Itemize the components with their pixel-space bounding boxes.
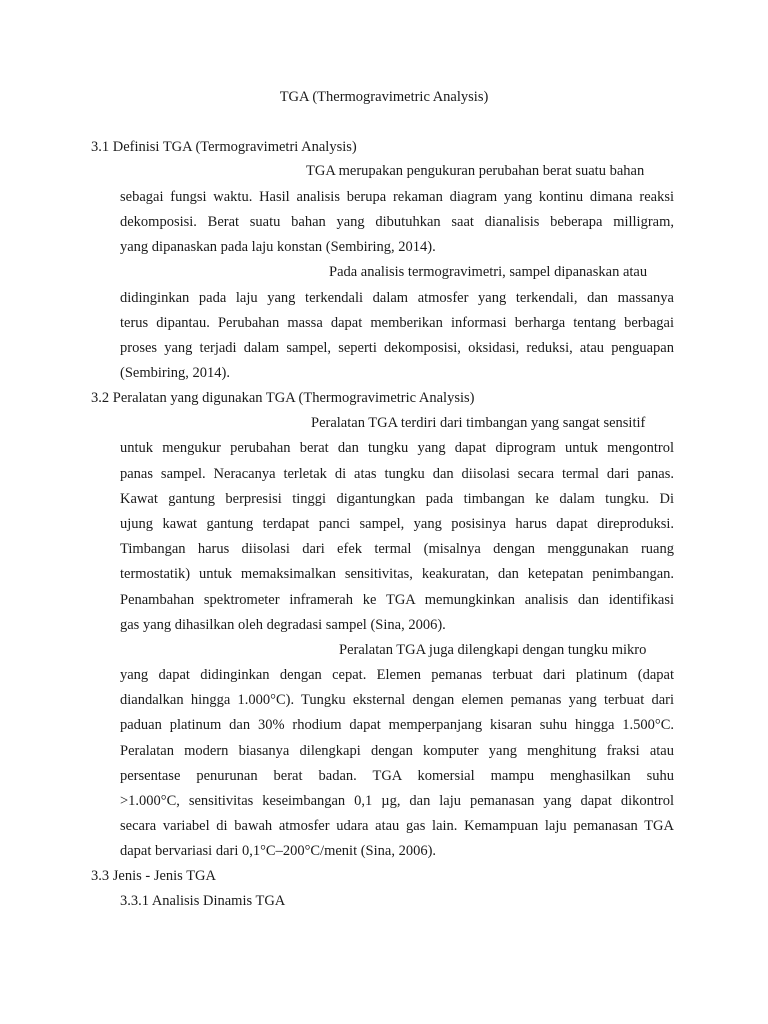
paragraph-line: dapat bervariasi dari 0,1°C–200°C/menit (Sina, 2006).: [120, 843, 437, 859]
paragraph-line: Peralatan TGA terdiri dari timbangan yang sangat sensitif: [311, 415, 646, 431]
paragraph-line: Kawat gantung berpresisi tinggi digantungkan pada timbangan ke dalam tungku. Di: [120, 491, 674, 507]
paragraph-line: TGA merupakan pengukuran perubahan berat suatu bahan: [306, 163, 645, 179]
paragraph-line: sebagai fungsi waktu. Hasil analisis berupa rekaman diagram yang kontinu dimana reaksi: [120, 189, 674, 205]
section-heading-3-1: 3.1 Definisi TGA (Termogravimetri Analysis): [91, 139, 357, 155]
paragraph-line: paduan platinum dan 30% rhodium dapat memperpanjang kisaran suhu hingga 1.500°C.: [120, 717, 674, 733]
paragraph-line: gas yang dihasilkan oleh degradasi sampel (Sina, 2006).: [120, 617, 446, 633]
paragraph-line: didinginkan pada laju yang terkendali dalam atmosfer yang terkendali, dan massanya: [120, 290, 674, 306]
paragraph-line: Peralatan modern biasanya dilengkapi dengan komputer yang menghitung fraksi atau: [120, 743, 674, 759]
paragraph-line: secara variabel di bawah atmosfer udara atau gas lain. Kemampuan laju pemanasan TGA: [120, 818, 674, 834]
paragraph-line: Peralatan TGA juga dilengkapi dengan tungku mikro: [339, 642, 647, 658]
paragraph-line: Timbangan harus diisolasi dari efek termal (misalnya dengan menggunakan ruang: [120, 541, 674, 557]
document-title: TGA (Thermogravimetric Analysis): [279, 89, 489, 105]
paragraph-line: diandalkan hingga 1.000°C). Tungku eksternal dengan elemen pemanas yang terbuat dari: [120, 692, 674, 708]
paragraph-line: yang dipanaskan pada laju konstan (Sembiring, 2014).: [120, 239, 436, 255]
paragraph-line: panas sampel. Neracanya terletak di atas tungku dan diisolasi secara termal dari panas.: [120, 466, 674, 482]
paragraph-line: yang dapat didinginkan dengan cepat. Elemen pemanas terbuat dari platinum (dapat: [120, 667, 674, 683]
paragraph-line: proses yang terjadi dalam sampel, seperti dekomposisi, oksidasi, reduksi, atau penguapan: [120, 340, 674, 356]
paragraph-line: termostatik) untuk memaksimalkan sensitivitas, keakuratan, dan ketepatan penimbangan.: [120, 566, 674, 582]
paragraph-line: (Sembiring, 2014).: [120, 365, 230, 381]
subsection-heading-3-3-1: 3.3.1 Analisis Dinamis TGA: [120, 893, 286, 909]
paragraph-line: persentase penurunan berat badan. TGA komersial mampu menghasilkan suhu: [120, 768, 674, 784]
paragraph-line: Penambahan spektrometer inframerah ke TGA memungkinkan analisis dan identifikasi: [120, 592, 674, 608]
paragraph-line: untuk mengukur perubahan berat dan tungku yang dapat diprogram untuk mengontrol: [120, 440, 674, 456]
paragraph-line: terus dipantau. Perubahan massa dapat memberikan informasi berharga tentang berbagai: [120, 315, 674, 331]
paragraph-line: dekomposisi. Berat suatu bahan yang dibutuhkan saat dianalisis beberapa milligram,: [120, 214, 674, 230]
paragraph-line: >1.000°C, sensitivitas keseimbangan 0,1 µg, dan laju pemanasan yang dapat dikontrol: [120, 793, 674, 809]
paragraph-line: Pada analisis termogravimetri, sampel dipanaskan atau: [329, 264, 648, 280]
section-heading-3-3: 3.3 Jenis - Jenis TGA: [91, 868, 216, 884]
paragraph-line: ujung kawat gantung terdapat panci sampel, yang posisinya harus dapat direproduksi.: [120, 516, 674, 532]
section-heading-3-2: 3.2 Peralatan yang digunakan TGA (Thermogravimetric Analysis): [91, 390, 475, 406]
